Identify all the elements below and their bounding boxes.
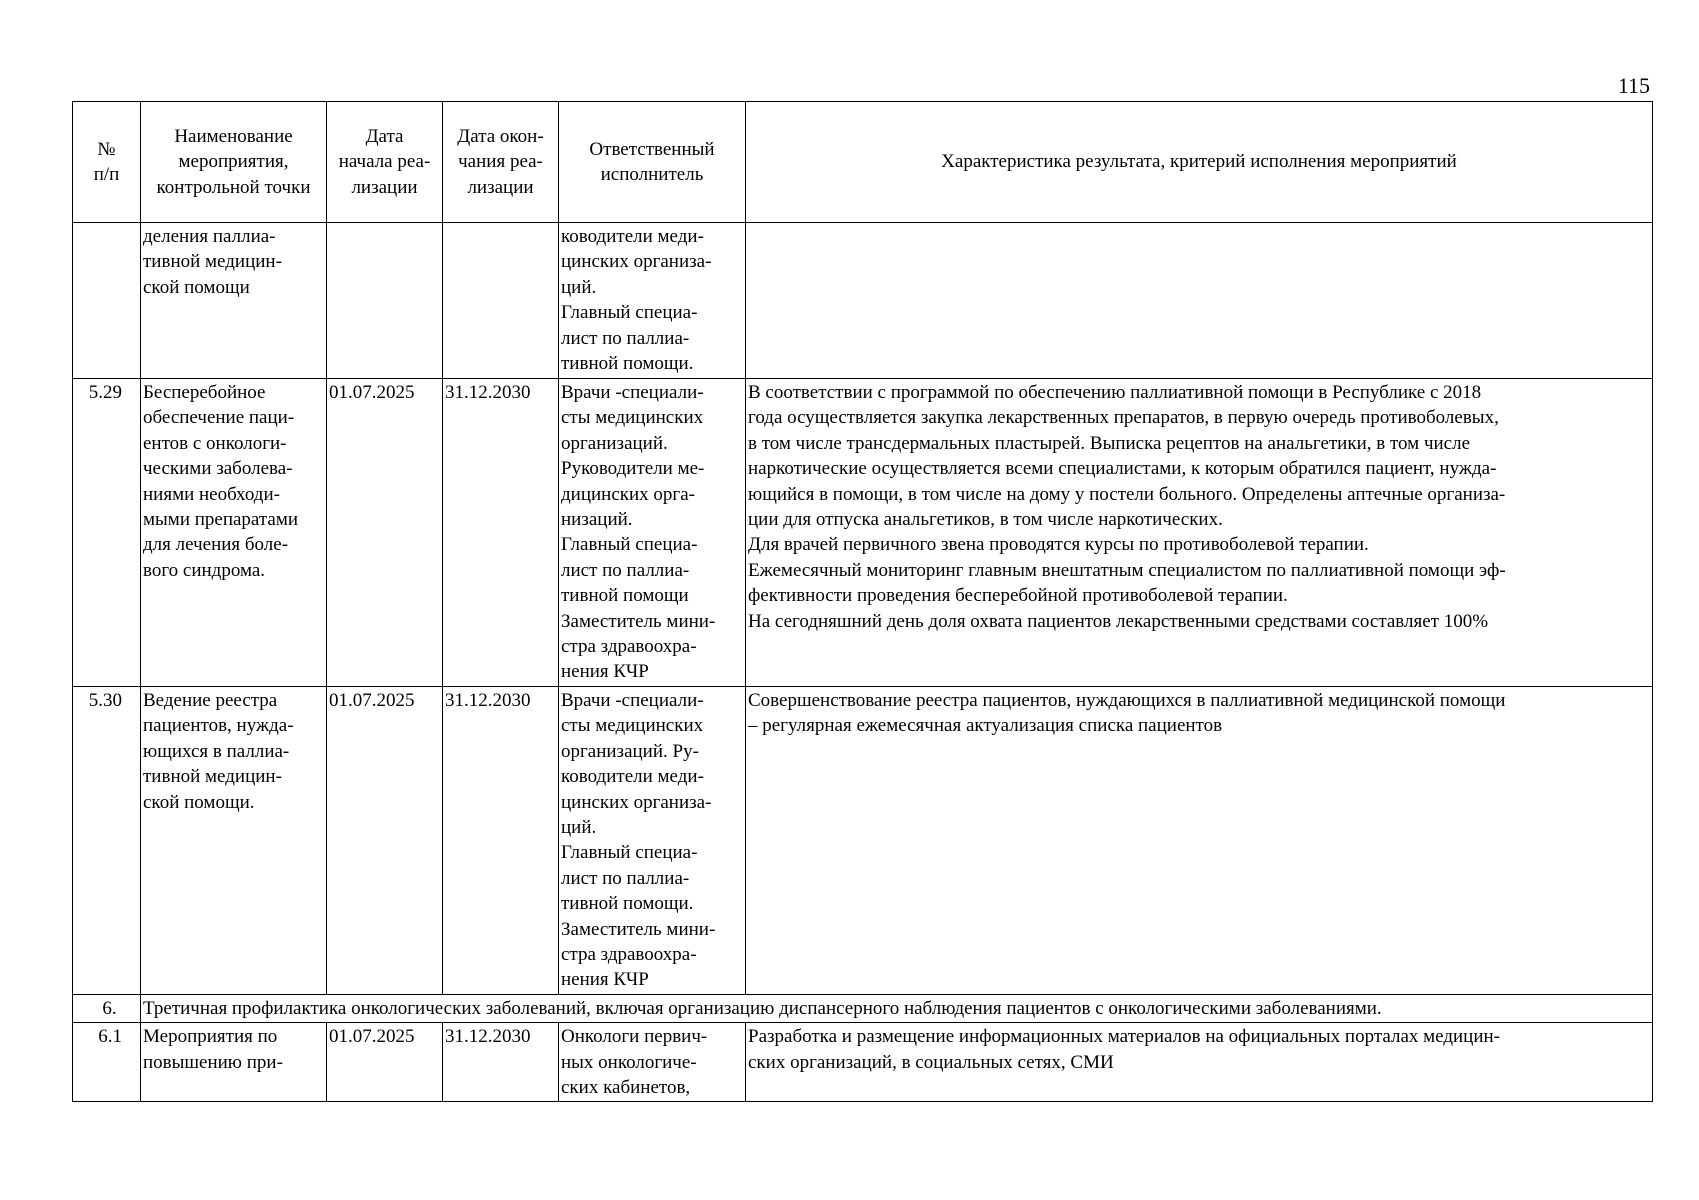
row-start-date	[327, 223, 443, 379]
row-start-date: 01.07.2025	[327, 686, 443, 994]
table-row	[73, 379, 1653, 687]
header-result: Характеристика результата, критерий исполнения мероприятий	[746, 102, 1653, 223]
table-header-row	[73, 102, 1653, 223]
row-result: Совершенствование реестра пациентов, нуждающихся в паллиативной медицинской помощи – регулярная ежемесячная актуализация списка пациентов	[746, 686, 1653, 994]
table-row	[73, 223, 1653, 379]
row-responsible: Врачи -специали- сты медицинских организаций. Ру- ководители меди- цинских организа- ций. Главный специа- лист по паллиа- тивной помощи. Заместитель мини- стра здравоохра- нения КЧР	[559, 686, 746, 994]
row-num: 6.1	[73, 1023, 141, 1102]
row-num: 5.29	[73, 379, 141, 687]
row-result: Разработка и размещение информационных материалов на официальных порталах медицин- ских организаций, в социальных сетях, СМИ	[746, 1023, 1653, 1102]
row-start-date: 01.07.2025	[327, 1023, 443, 1102]
row-result: В соответствии с программой по обеспечению паллиативной помощи в Республике с 2018 года осуществляется закупка лекарственных препаратов, в первую очередь противоболевых, в том числе трансдермальных пластырей. Выписка рецептов на анальгетики, в том числе наркотические осуществляется всеми специалистами, к которым обратился пациент, нужда- ющийся в помощи, в том числе на дому у постели больного. Определены аптечные организа- ции для отпуска анальгетиков, в том числе наркотических. Для врачей первичного звена проводятся курсы по противоболевой терапии. Ежемесячный мониторинг главным внештатным специалистом по паллиативной помощи эф- фективности проведения бесперебойной противоболевой терапии. На сегодняшний день доля охвата пациентов лекарственными средствами составляет 100%	[746, 379, 1653, 687]
measures-table	[72, 101, 1653, 1102]
header-num: № п/п	[73, 102, 141, 223]
page-number: 115	[1617, 73, 1650, 98]
row-responsible: Онкологи первич- ных онкологиче- ских кабинетов,	[559, 1023, 746, 1102]
row-name: Ведение реестра пациентов, нужда- ющихся в паллиа- тивной медицин- ской помощи.	[141, 686, 327, 994]
header-start-date: Дата начала реа- лизации	[327, 102, 443, 223]
row-num	[73, 223, 141, 379]
header-responsible: Ответственный исполнитель	[559, 102, 746, 223]
row-name: Бесперебойное обеспечение паци- ентов с онкологи- ческими заболева- ниями необходи- мыми препаратами для лечения боле- вого синдрома.	[141, 379, 327, 687]
section-row	[73, 994, 1653, 1022]
row-num: 5.30	[73, 686, 141, 994]
row-name: Мероприятия по повышению при-	[141, 1023, 327, 1102]
row-name: деления паллиа- тивной медицин- ской помощи	[141, 223, 327, 379]
header-end-date: Дата окон- чания реа- лизации	[443, 102, 559, 223]
row-result	[746, 223, 1653, 379]
section-num: 6.	[73, 994, 141, 1022]
row-responsible: Врачи -специали- сты медицинских организаций. Руководители ме- дицинских орга- низаций. Главный специа- лист по паллиа- тивной помощи Заместитель мини- стра здравоохра- нения КЧР	[559, 379, 746, 687]
header-name: Наименование мероприятия, контрольной точки	[141, 102, 327, 223]
table-row	[73, 1023, 1653, 1102]
row-start-date: 01.07.2025	[327, 379, 443, 687]
table-row	[73, 686, 1653, 994]
row-end-date	[443, 223, 559, 379]
section-title: Третичная профилактика онкологических заболеваний, включая организацию диспансерного наблюдения пациентов с онкологическими заболеваниями.	[141, 994, 1653, 1022]
row-end-date: 31.12.2030	[443, 686, 559, 994]
row-end-date: 31.12.2030	[443, 379, 559, 687]
row-end-date: 31.12.2030	[443, 1023, 559, 1102]
row-responsible: ководители меди- цинских организа- ций. Главный специа- лист по паллиа- тивной помощи.	[559, 223, 746, 379]
